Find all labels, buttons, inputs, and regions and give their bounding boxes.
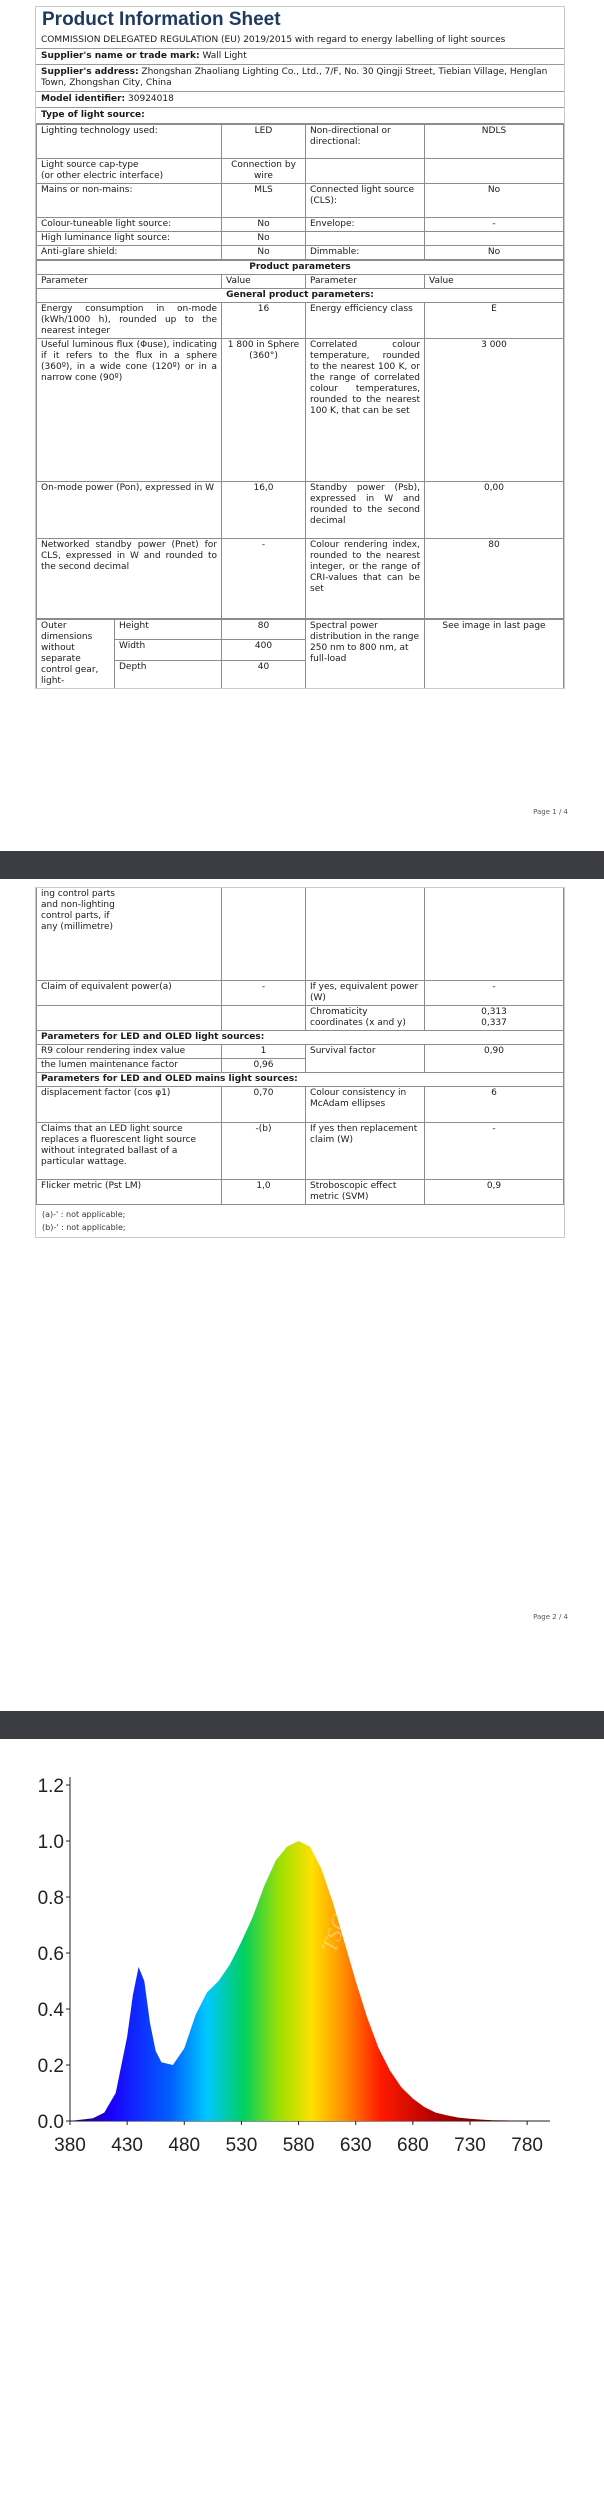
table-cell: LED bbox=[222, 125, 306, 159]
table-cell: Mains or non-mains: bbox=[37, 184, 222, 218]
x-tick-label: 380 bbox=[54, 2135, 86, 2156]
table-cell: No bbox=[222, 218, 306, 232]
table-cell: Stroboscopic effect metric (SVM) bbox=[306, 1179, 425, 1204]
x-tick-label: 530 bbox=[225, 2135, 258, 2156]
dimension-name: Height bbox=[115, 620, 222, 640]
table-cell: Envelope: bbox=[306, 218, 425, 232]
table-row bbox=[37, 232, 564, 246]
table-cell bbox=[222, 1005, 306, 1030]
table-cell: 1 800 in Sphere (360°) bbox=[222, 339, 306, 482]
table-cell: R9 colour rendering index value bbox=[37, 1044, 222, 1058]
column-header: Parameter bbox=[306, 275, 425, 289]
table-cell: 80 bbox=[425, 539, 564, 619]
table-row bbox=[37, 275, 564, 289]
table-cell: Energy consumption in on-mode (kWh/1000 h), rounded up to the nearest integer bbox=[37, 303, 222, 339]
supplier-name: Wall Light bbox=[202, 51, 247, 61]
table-cell bbox=[306, 159, 425, 184]
regulation-text: COMMISSION DELEGATED REGULATION (EU) 2019/2015 with regard to energy labelling of light sources bbox=[41, 35, 506, 45]
product-parameters-heading: Product parameters bbox=[37, 261, 564, 275]
table-cell: - bbox=[222, 980, 306, 1005]
table-cell: Energy efficiency class bbox=[306, 303, 425, 339]
x-tick-label: 630 bbox=[339, 2135, 372, 2156]
table-cell: 16 bbox=[222, 303, 306, 339]
watermark-text: TSCK bbox=[181, 1872, 223, 1931]
table-cell bbox=[306, 232, 425, 246]
table-row bbox=[37, 1072, 564, 1086]
table-cell: Light source cap-type (or other electric interface) bbox=[37, 159, 222, 184]
table-cell: -(b) bbox=[222, 1122, 306, 1179]
x-tick-label: 430 bbox=[111, 2135, 143, 2156]
table-cell: E bbox=[425, 303, 564, 339]
table-cell: No bbox=[425, 246, 564, 260]
table-cell: displacement factor (cos φ1) bbox=[37, 1086, 222, 1122]
spd-label: Spectral power distribution in the range 250 nm to 800 nm, at full-load bbox=[306, 620, 425, 689]
watermark-text: TSCK bbox=[316, 1897, 358, 1956]
model-identifier: 30924018 bbox=[128, 94, 174, 104]
table-row bbox=[37, 184, 564, 218]
parameters-table bbox=[36, 260, 564, 619]
table-cell: No bbox=[222, 232, 306, 246]
supplier-name-label: Supplier's name or trade mark: bbox=[41, 51, 200, 61]
table-cell: If yes, equivalent power (W) bbox=[306, 980, 425, 1005]
table-cell: Connected light source (CLS): bbox=[306, 184, 425, 218]
dimension-name: Width bbox=[115, 640, 222, 660]
table-cell: Colour-tuneable light source: bbox=[37, 218, 222, 232]
dimension-value: 80 bbox=[222, 620, 306, 640]
type-table bbox=[36, 124, 564, 260]
table-row bbox=[37, 246, 564, 260]
table-cell: Survival factor bbox=[306, 1044, 425, 1072]
table-cell: Colour rendering index, rounded to the nearest integer, or the range of CRI-values that can be set bbox=[306, 539, 425, 619]
table-row bbox=[37, 482, 564, 539]
y-tick-label: 0.2 bbox=[37, 2056, 64, 2077]
x-tick-label: 480 bbox=[168, 2135, 201, 2156]
table-row bbox=[37, 159, 564, 184]
footnote-b: (b)-' : not applicable; bbox=[42, 1222, 126, 1232]
table-cell: the lumen maintenance factor bbox=[37, 1058, 222, 1072]
table-cell: 0,90 bbox=[425, 1044, 564, 1072]
table-cell: Claims that an LED light source replaces a fluorescent light source without integrated ballast of a particular wattage. bbox=[37, 1122, 222, 1179]
table-cell: - bbox=[425, 218, 564, 232]
table-cell: High luminance light source: bbox=[37, 232, 222, 246]
footnotes bbox=[36, 1205, 564, 1237]
table-row bbox=[37, 1044, 564, 1058]
dimension-value: 40 bbox=[222, 660, 306, 688]
y-tick-label: 0.4 bbox=[37, 2000, 64, 2021]
table-row bbox=[37, 620, 564, 640]
table-row bbox=[37, 1030, 564, 1044]
table-cell: If yes then replacement claim (W) bbox=[306, 1122, 425, 1179]
table-cell: 16,0 bbox=[222, 482, 306, 539]
table-row bbox=[37, 261, 564, 275]
table-cell: 1,0 bbox=[222, 1179, 306, 1204]
table-row bbox=[37, 303, 564, 339]
dimensions-label-continued: ing control parts and non-lighting control parts, if any (millimetre) bbox=[37, 888, 222, 980]
supplier-address-label: Supplier's address: bbox=[41, 67, 139, 77]
table-row bbox=[37, 289, 564, 303]
table-row bbox=[37, 539, 564, 619]
table-cell: 0,70 bbox=[222, 1086, 306, 1122]
supplier-name-row bbox=[36, 48, 564, 64]
x-tick-label: 680 bbox=[397, 2135, 429, 2156]
table-cell: 6 bbox=[425, 1086, 564, 1122]
y-tick-label: 0.6 bbox=[37, 1944, 64, 1965]
supplier-address: Zhongshan Zhaoliang Lighting Co., Ltd., 7/F, No. 30 Qingji Street, Tiebian Village, Henglan Town, Zhongshan City, China bbox=[41, 67, 548, 88]
equivalent-power-claim-label: Claim of equivalent power(a) bbox=[37, 980, 222, 1005]
table-row bbox=[37, 1086, 564, 1122]
table-cell bbox=[222, 888, 306, 980]
table-cell bbox=[425, 232, 564, 246]
table-row bbox=[37, 1005, 564, 1030]
general-parameters-heading: General product parameters: bbox=[37, 289, 564, 303]
y-tick-label: 1.2 bbox=[37, 1776, 64, 1797]
table-cell: MLS bbox=[222, 184, 306, 218]
watermark-text: TSCK bbox=[496, 1912, 538, 1971]
x-tick-label: 580 bbox=[282, 2135, 315, 2156]
page-3 bbox=[0, 1739, 604, 2510]
table-cell bbox=[306, 888, 425, 980]
table-row bbox=[37, 1122, 564, 1179]
table-cell: Flicker metric (Pst LM) bbox=[37, 1179, 222, 1204]
table-cell bbox=[37, 1005, 222, 1030]
table-row bbox=[37, 125, 564, 159]
footnote-a: (a)-' : not applicable; bbox=[42, 1209, 126, 1219]
watermark-text: TSCK bbox=[106, 1902, 148, 1961]
table-cell: - bbox=[425, 980, 564, 1005]
dimensions-table bbox=[36, 619, 564, 688]
spectrum-area bbox=[70, 1841, 527, 2121]
dimension-name: Depth bbox=[115, 660, 222, 688]
table-row bbox=[37, 218, 564, 232]
table-cell: - bbox=[222, 539, 306, 619]
parameters-table-continued bbox=[36, 888, 564, 1205]
table-cell: 3 000 bbox=[425, 339, 564, 482]
supplier-address-row bbox=[36, 64, 564, 91]
chromaticity-value: 0,313 0,337 bbox=[425, 1005, 564, 1030]
table-cell: Connection by wire bbox=[222, 159, 306, 184]
led-parameters-heading: Parameters for LED and OLED light sources: bbox=[37, 1030, 564, 1044]
sheet-frame bbox=[35, 6, 565, 689]
column-header: Value bbox=[425, 275, 564, 289]
page-title: Product Information Sheet bbox=[42, 9, 281, 30]
table-cell: NDLS bbox=[425, 125, 564, 159]
table-cell: No bbox=[425, 184, 564, 218]
table-cell: Dimmable: bbox=[306, 246, 425, 260]
table-cell: - bbox=[425, 1122, 564, 1179]
page-1 bbox=[0, 0, 604, 851]
table-cell: Useful luminous flux (Φuse), indicating if it refers to the flux in a sphere (360º), in a wide cone (120º) or in a narrow cone (90º) bbox=[37, 339, 222, 482]
column-header: Parameter bbox=[37, 275, 222, 289]
table-row bbox=[37, 339, 564, 482]
table-cell: Non-directional or directional: bbox=[306, 125, 425, 159]
model-label: Model identifier: bbox=[41, 94, 126, 104]
chart-marks bbox=[70, 1841, 528, 2122]
table-cell: 0,9 bbox=[425, 1179, 564, 1204]
x-tick-label: 780 bbox=[511, 2135, 543, 2156]
mains-parameters-heading: Parameters for LED and OLED mains light sources: bbox=[37, 1072, 564, 1086]
y-tick-label: 0.8 bbox=[37, 1888, 64, 1909]
table-row bbox=[37, 888, 564, 980]
table-cell: Correlated colour temperature, rounded to the nearest 100 K, or the range of correlated colour temperatures, rounded to the nearest 100 K, that can be set bbox=[306, 339, 425, 482]
table-cell: Lighting technology used: bbox=[37, 125, 222, 159]
page-number: Page 1 / 4 bbox=[533, 808, 568, 816]
column-header: Value bbox=[222, 275, 306, 289]
table-cell: Networked standby power (Pnet) for CLS, expressed in W and rounded to the second decimal bbox=[37, 539, 222, 619]
table-row bbox=[37, 980, 564, 1005]
page-2 bbox=[0, 879, 604, 1711]
type-label: Type of light source: bbox=[41, 110, 145, 120]
table-cell: Anti-glare shield: bbox=[37, 246, 222, 260]
table-row bbox=[37, 1179, 564, 1204]
table-cell bbox=[425, 159, 564, 184]
y-tick-label: 1.0 bbox=[37, 1832, 64, 1853]
model-row bbox=[36, 91, 564, 107]
spd-value: See image in last page bbox=[425, 620, 564, 689]
type-row bbox=[36, 107, 564, 124]
table-cell: On-mode power (Pon), expressed in W bbox=[37, 482, 222, 539]
page-number: Page 2 / 4 bbox=[533, 1613, 568, 1621]
table-cell: 0,96 bbox=[222, 1058, 306, 1072]
x-tick-label: 730 bbox=[454, 2135, 486, 2156]
table-cell: Standby power (Psb), expressed in W and rounded to the second decimal bbox=[306, 482, 425, 539]
spectral-power-distribution-chart bbox=[35, 1739, 565, 2510]
sheet-frame bbox=[35, 887, 565, 1238]
table-cell: 1 bbox=[222, 1044, 306, 1058]
table-cell bbox=[425, 888, 564, 980]
y-tick-label: 0.0 bbox=[37, 2112, 64, 2133]
dimensions-label: Outer dimensions without separate control gear, light- bbox=[37, 620, 115, 689]
table-cell: Colour consistency in McAdam ellipses bbox=[306, 1086, 425, 1122]
dimension-value: 400 bbox=[222, 640, 306, 660]
table-cell: Chromaticity coordinates (x and y) bbox=[306, 1005, 425, 1030]
table-cell: 0,00 bbox=[425, 482, 564, 539]
table-cell: No bbox=[222, 246, 306, 260]
